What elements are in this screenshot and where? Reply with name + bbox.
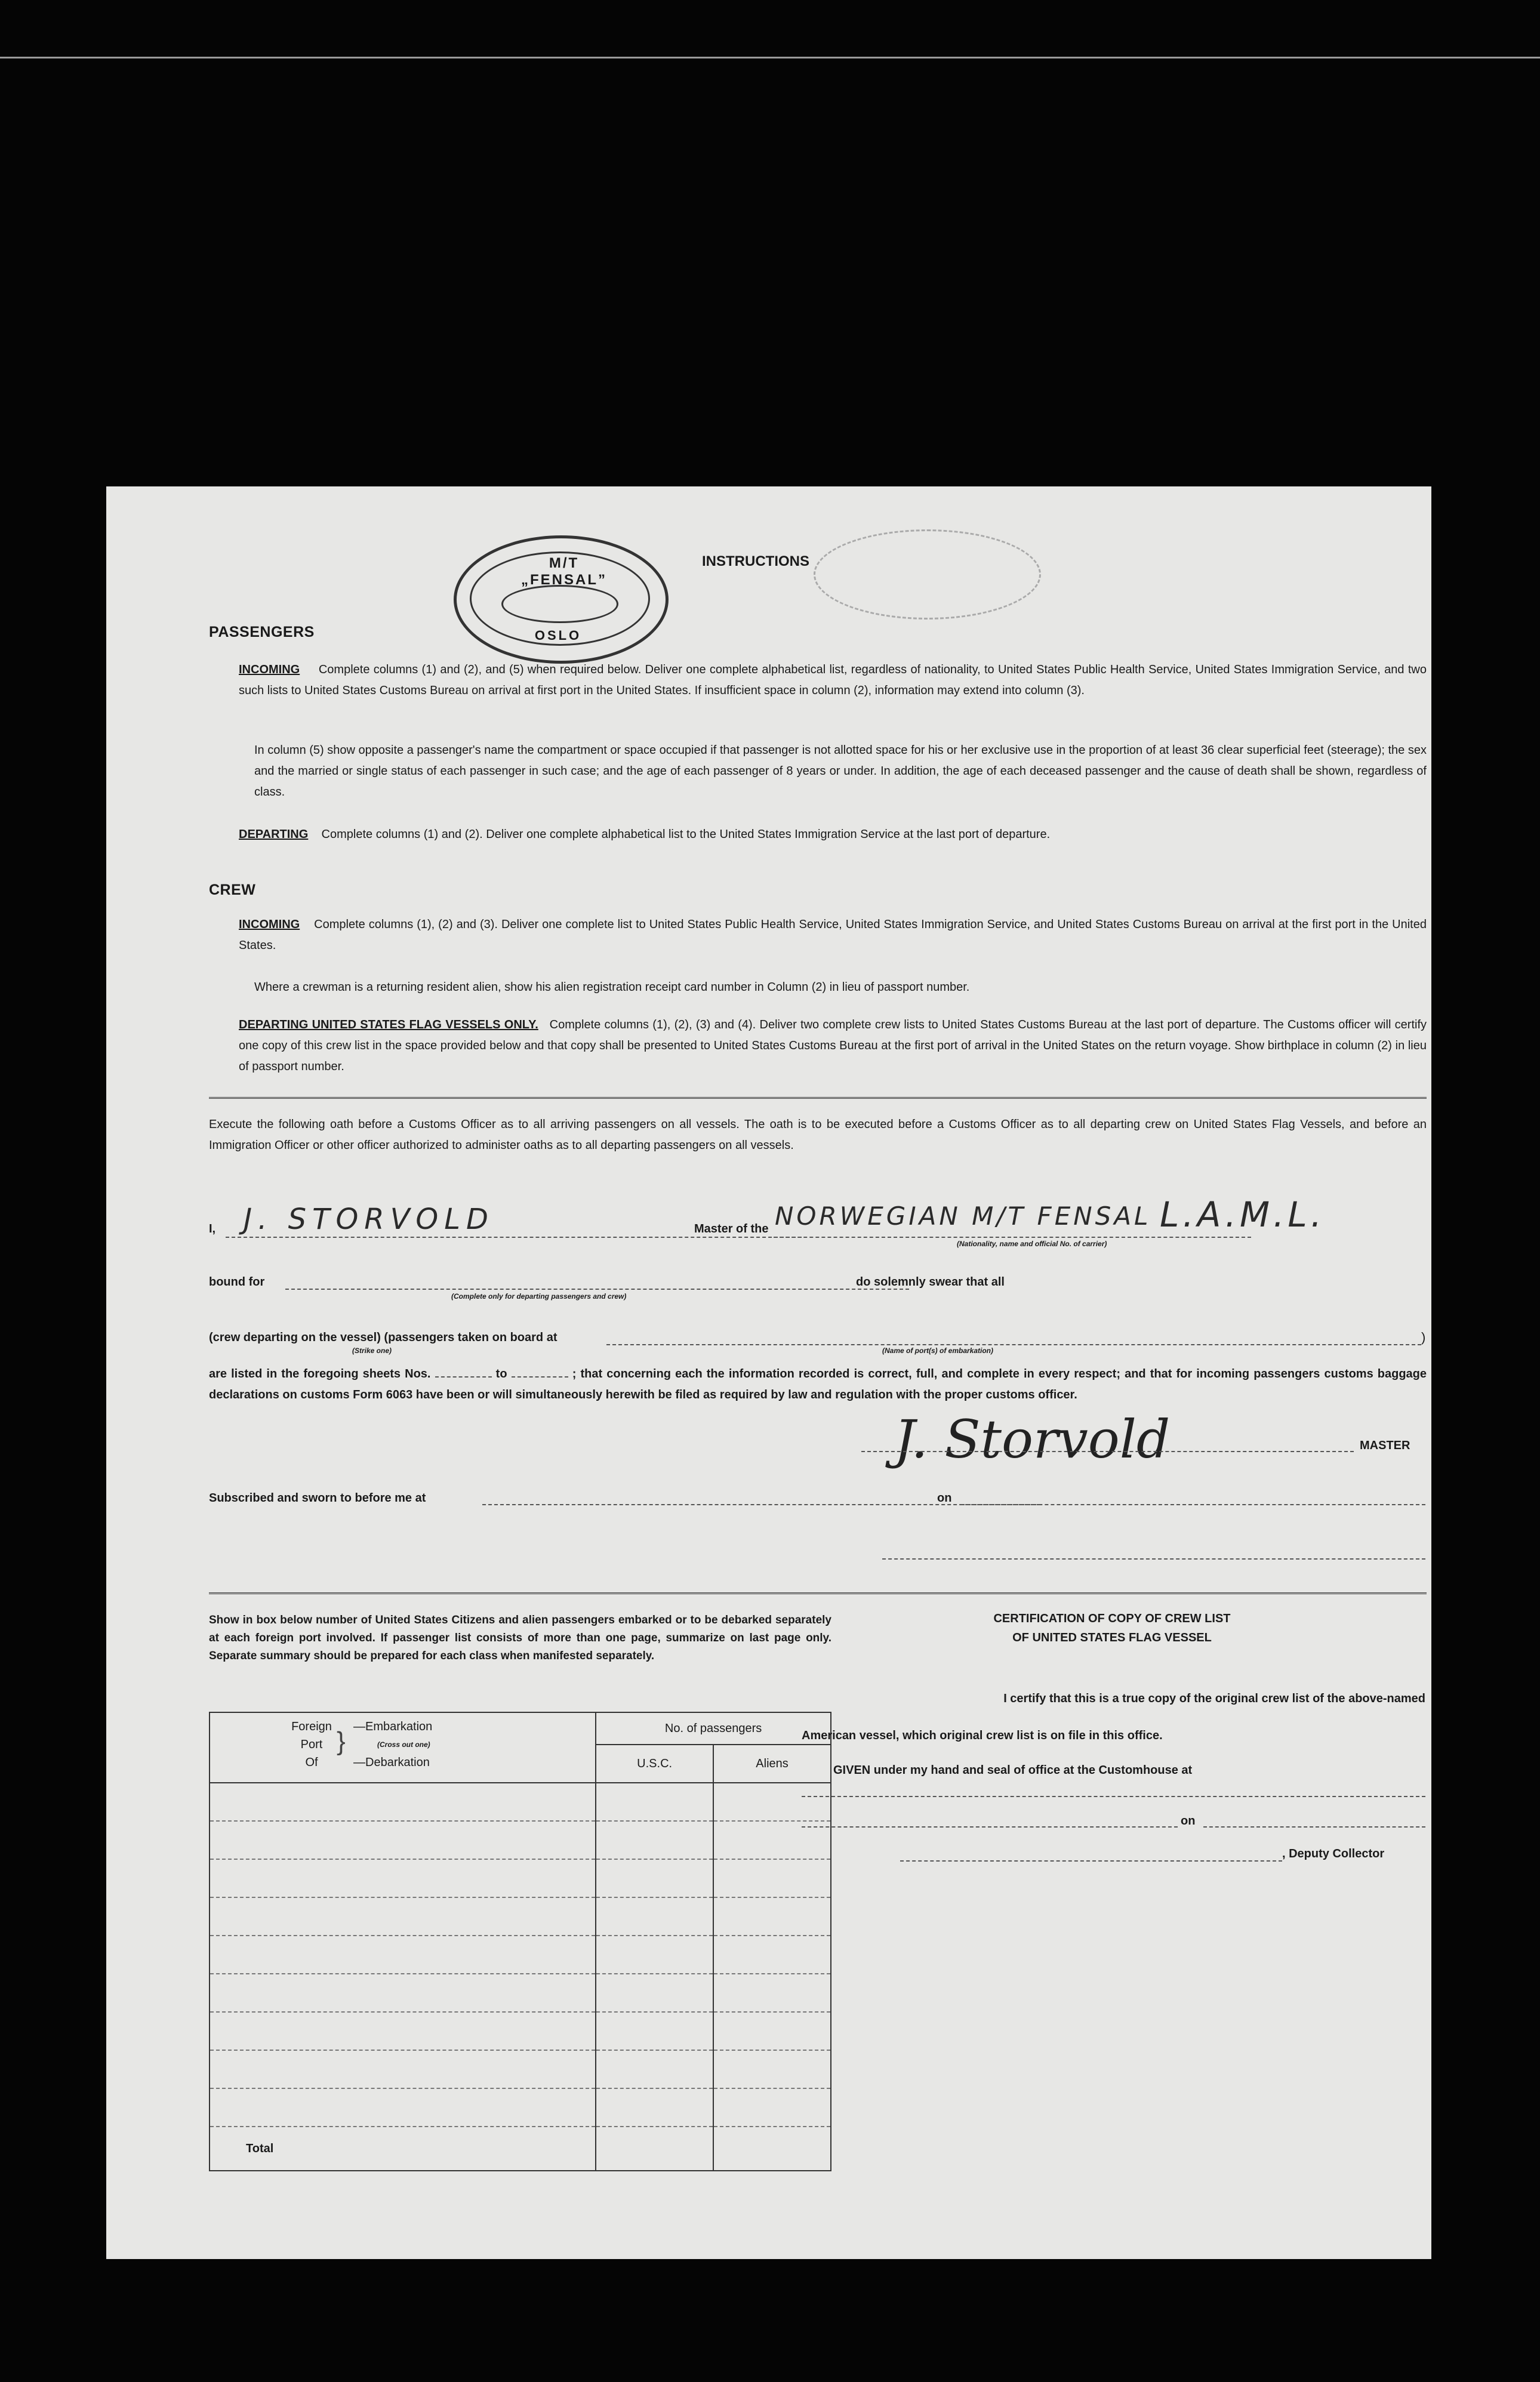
divider-2 bbox=[209, 1592, 1427, 1594]
header-foreign: Foreign bbox=[291, 1720, 332, 1733]
sheets-text-2: ; that concerning each the information recorded is correct, full, and complete in every respect; and that for incoming passengers customs baggage declarations on customs Form 6063 have been or will simultaneously herewith be filed as required by law and regulation with the proper customs officer. bbox=[209, 1367, 1427, 1401]
usc-header: U.S.C. bbox=[596, 1745, 713, 1783]
certification-title-2: OF UNITED STATES FLAG VESSEL bbox=[1012, 1631, 1212, 1644]
bound-for-label: bound for bbox=[209, 1275, 265, 1289]
divider-1 bbox=[209, 1097, 1427, 1099]
master-signature: J. Storvold bbox=[894, 1409, 1171, 1470]
summary-instructions: Show in box below number of United States Citizens and alien passengers embarked or to be debarked separately at each foreign port involved. If passenger list consists of more than one page, summarize on last page only. Separate summary should be prepared for each class when manifested separately. bbox=[209, 1614, 831, 1662]
crew-flag-text: Complete columns (1), (2), (3) and (4). Deliver two complete crew lists to United States Customs Bureau at the last port of departure. The Customs officer will certify one copy of this crew list in the space provided below and that copy shall be presented to United States Customs Bureau at the first port of arrival in the United States on the return voyage. Show birthplace in column (2) in lieu of passport number. bbox=[239, 1018, 1427, 1073]
certification-title-1: CERTIFICATION OF COPY OF CREW LIST bbox=[993, 1612, 1231, 1625]
subscribed-on-label: on bbox=[937, 1492, 952, 1505]
crew-list-instruction-sheet bbox=[106, 486, 1431, 2259]
deputy-collector-line bbox=[900, 1860, 1282, 1862]
certification-on-label: on bbox=[1181, 1814, 1196, 1828]
table-row bbox=[210, 2088, 831, 2127]
master-name-handwritten: J. STORVOLD bbox=[244, 1203, 494, 1236]
officer-signature-line bbox=[882, 1558, 1425, 1560]
crew-departing-label: (crew departing on the vessel) (passengers taken on board at bbox=[209, 1331, 558, 1344]
header-port: Port bbox=[300, 1738, 323, 1751]
aliens-header: Aliens bbox=[713, 1745, 831, 1783]
table-row bbox=[210, 1783, 831, 1821]
sheets-to: to bbox=[495, 1367, 507, 1380]
foreign-port-header: Foreign Port Of } —Embarkation (Cross out one) —Debarkation bbox=[210, 1712, 596, 1783]
table-row bbox=[210, 1897, 831, 1936]
table-row bbox=[210, 1821, 831, 1859]
total-row bbox=[210, 2127, 831, 2171]
table-row bbox=[210, 2050, 831, 2088]
master-signature-line bbox=[861, 1451, 1354, 1452]
embarkation-label[interactable]: —Embarkation bbox=[353, 1720, 433, 1733]
crew-incoming-text: Complete columns (1), (2) and (3). Deliver one complete list to United States Public Health Service, United States Immigration Service, and United States Customs Bureau on arrival at the first port in the United States. bbox=[239, 918, 1427, 952]
subscribed-date-line bbox=[961, 1504, 1425, 1505]
passengers-incoming-text: Complete columns (1) and (2), and (5) when required below. Deliver one complete alphabetical list, regardless of nationality, to United States Public Health Service, United States Immigration Service, and two such lists to United States Customs Bureau on arrival at first port in the United States. If insufficient space in column (2), information may extend into column (3). bbox=[239, 663, 1427, 697]
oath-i-label: I, bbox=[209, 1222, 216, 1235]
given-text: GIVEN under my hand and seal of office at the Customhouse at bbox=[833, 1764, 1193, 1777]
subscribed-place-line bbox=[482, 1504, 1040, 1505]
debarkation-label[interactable]: —Debarkation bbox=[353, 1756, 430, 1769]
call-sign-handwritten: L.A.M.L. bbox=[1160, 1194, 1326, 1235]
sheets-text-1: are listed in the foregoing sheets Nos. bbox=[209, 1367, 431, 1380]
faint-seal-stamp bbox=[814, 529, 1041, 620]
cross-out-caption: (Cross out one) bbox=[377, 1740, 430, 1749]
total-label: Total bbox=[210, 2127, 596, 2171]
embarkation-port-line bbox=[606, 1344, 1421, 1345]
table-row bbox=[210, 1974, 831, 2012]
vessel-handwritten: NORWEGIAN M/T FENSAL bbox=[775, 1201, 1151, 1231]
table-row bbox=[210, 2012, 831, 2050]
scanner-edge-line bbox=[0, 57, 1540, 58]
date-line-left bbox=[802, 1826, 1178, 1828]
strike-one-caption: (Strike one) bbox=[352, 1346, 392, 1355]
crew-flag-block bbox=[239, 1015, 1427, 1077]
master-of-label: Master of the bbox=[694, 1222, 769, 1235]
bound-for-caption: (Complete only for departing passengers and crew) bbox=[451, 1292, 627, 1301]
swear-label: do solemnly swear that all bbox=[856, 1275, 1005, 1289]
crew-incoming-block bbox=[239, 914, 1427, 956]
vessel-line bbox=[774, 1237, 1251, 1238]
header-of: Of bbox=[305, 1756, 318, 1769]
port-caption: (Name of port(s) of embarkation) bbox=[882, 1346, 994, 1355]
customhouse-line bbox=[802, 1796, 1425, 1797]
passengers-heading: PASSENGERS bbox=[209, 624, 315, 640]
no-passengers-header: No. of passengers bbox=[596, 1712, 831, 1745]
crew-heading: CREW bbox=[209, 882, 256, 898]
american-vessel-text: American vessel, which original crew list is on file in this office. bbox=[802, 1729, 1163, 1742]
crew-incoming-label: INCOMING bbox=[239, 918, 300, 931]
deputy-collector-label: , Deputy Collector bbox=[1282, 1847, 1385, 1860]
stamp-vessel-name: M/T „FENSAL” bbox=[521, 555, 607, 588]
passengers-column5-text: In column (5) show opposite a passenger's name the compartment or space occupied if that passenger is not allotted space for his or her exclusive use in the proportion of at least 36 clear superficial feet (steerage); the sex and the married or single status of each passenger in such case; and the age of each passenger of 8 years or under. In addition, the age of each deceased passenger and the cause of death shall be shown, regardless of class. bbox=[254, 744, 1427, 799]
page-title: INSTRUCTIONS bbox=[702, 553, 809, 569]
subscribed-label: Subscribed and sworn to before me at bbox=[209, 1492, 426, 1505]
passengers-departing-text: Complete columns (1) and (2). Deliver one complete alphabetical list to the United States Immigration Service at the last port of departure. bbox=[321, 828, 1051, 841]
close-paren: ) bbox=[1421, 1330, 1426, 1345]
passengers-departing-label: DEPARTING bbox=[239, 828, 309, 841]
master-name-line bbox=[226, 1237, 802, 1238]
passengers-incoming-block bbox=[239, 660, 1427, 701]
oath-statement bbox=[209, 1364, 1427, 1406]
vessel-caption: (Nationality, name and official No. of carrier) bbox=[957, 1240, 1107, 1248]
crew-resident-text: Where a crewman is a returning resident alien, show his alien registration receipt card number in Column (2) in lieu of passport number. bbox=[254, 981, 970, 994]
vessel-stamp bbox=[454, 535, 669, 664]
table-row bbox=[210, 1859, 831, 1897]
table-row bbox=[210, 1936, 831, 1974]
crew-flag-label: DEPARTING UNITED STATES FLAG VESSELS ONLY. bbox=[239, 1018, 538, 1031]
master-label: MASTER bbox=[1360, 1439, 1410, 1452]
bound-for-line bbox=[285, 1289, 909, 1290]
date-line-right bbox=[1203, 1826, 1425, 1828]
certify-text: I certify that this is a true copy of the original crew list of the above-named bbox=[1003, 1692, 1425, 1705]
passengers-incoming-label: INCOMING bbox=[239, 663, 300, 676]
stamp-port: OSLO bbox=[534, 628, 582, 643]
passengers-departing-block bbox=[239, 824, 1427, 845]
passenger-summary-table bbox=[209, 1712, 831, 2171]
oath-intro: Execute the following oath before a Customs Officer as to all arriving passengers on all vessels. The oath is to be executed before a Customs Officer as to all departing crew on United States Flag Vessels, and before an Immigration Officer or other officer authorized to administer oaths as to all departing passengers on all vessels. bbox=[209, 1118, 1427, 1152]
